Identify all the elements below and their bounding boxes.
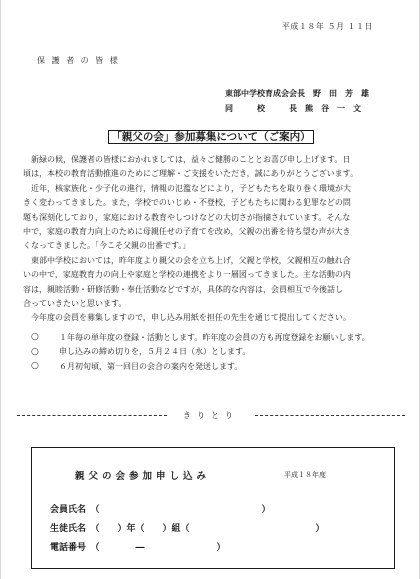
body-line: 今年度の会員を募集しますので，申し込み用紙を担任の先生を通じて提出してください。 <box>23 313 351 323</box>
sender-line-1: 東部中学校育成会会長 野 田 芳 雄 <box>225 89 369 98</box>
list-item <box>31 330 401 345</box>
form-year: 平成１８年度 <box>284 471 326 479</box>
document-date: 平成１８年 ５月 １１日 <box>281 22 373 31</box>
body-line: 新緑の候，保護者の皆様におかれましては，益々ご健勝のこととお喜び申し上げます。日 <box>23 155 351 164</box>
cut-label: きりとり <box>171 410 251 421</box>
body-line: 中で，家庭の教育力向上のために母親任せの子育てを改め，父親の出番を待ち望む声が大き <box>23 226 351 236</box>
list-item <box>31 359 401 374</box>
circle-bullet-icon: ○ <box>31 332 39 343</box>
body-line: 近年，核家族化・少子化の進行，情報の氾濫などにより，子どもたちを取り巻く環境が大 <box>23 183 351 193</box>
document-title-text: 「親父の会」参加募集について（ご案内） <box>108 130 313 144</box>
dashed-divider <box>17 415 167 416</box>
circle-bullet-icon: ○ <box>31 346 39 357</box>
circle-bullet-icon: ○ <box>31 361 39 372</box>
body-text <box>23 153 409 326</box>
member-name-field: 会員氏名 （ ） <box>50 505 271 515</box>
list-item-text: １年毎の単年度の登録・活動とします。昨年度の会員の方も再度登録をお願いします。 <box>59 332 370 342</box>
application-form <box>31 447 395 569</box>
body-line: 題も深刻化しており，家庭における教育やしつけなどの大切さが指摘されています。そんな <box>23 212 351 222</box>
body-line: きく変わってきました。また，学校でのいじめ・不登校，子どもたちに関わる犯罪などの問 <box>23 198 351 208</box>
student-name-field: 生徒氏名 （ ）年（ ）組（ ） <box>50 524 325 534</box>
document-title <box>1 129 420 144</box>
body-line: くなってきました。「今こそ父親の出番です。」 <box>23 241 191 251</box>
sender-line-2: 同 校 長 熊 谷 一 文 <box>225 104 361 113</box>
body-line: 合っていきたいと思います。 <box>23 298 127 308</box>
body-line: 東部中学校においては，昨年度より親父の会を立ち上げ，父親と学校，父親相互の触れ合 <box>23 255 351 265</box>
form-title: 親父の会参加申し込み <box>75 471 211 482</box>
list-item-text: ６月初旬頃，第一回目の会合の案内を発送します。 <box>59 361 243 371</box>
notes-list <box>31 330 401 374</box>
addressee: 保 護 者 の 皆 様 <box>37 56 120 65</box>
body-line: いの中で，家庭教育力の向上や家庭と学校の連携をより一層図ってきました。主な活動の内 <box>23 270 351 280</box>
list-item <box>31 345 401 360</box>
body-line: 容は，親睦活動・研修活動・奉仕活動などですが，具体的な内容は，会員相互で今後話し <box>23 284 343 294</box>
list-item-text: 申し込みの締め切りを，５月２４日（水）とします。 <box>59 347 251 357</box>
body-line: 頃は，本校の教育活動推進のためにご理解・ご支援をいただき，誠にありがとうございます。 <box>23 169 359 179</box>
dashed-divider <box>255 415 405 416</box>
phone-number-field: 電話番号 （ ― ） <box>50 543 226 553</box>
